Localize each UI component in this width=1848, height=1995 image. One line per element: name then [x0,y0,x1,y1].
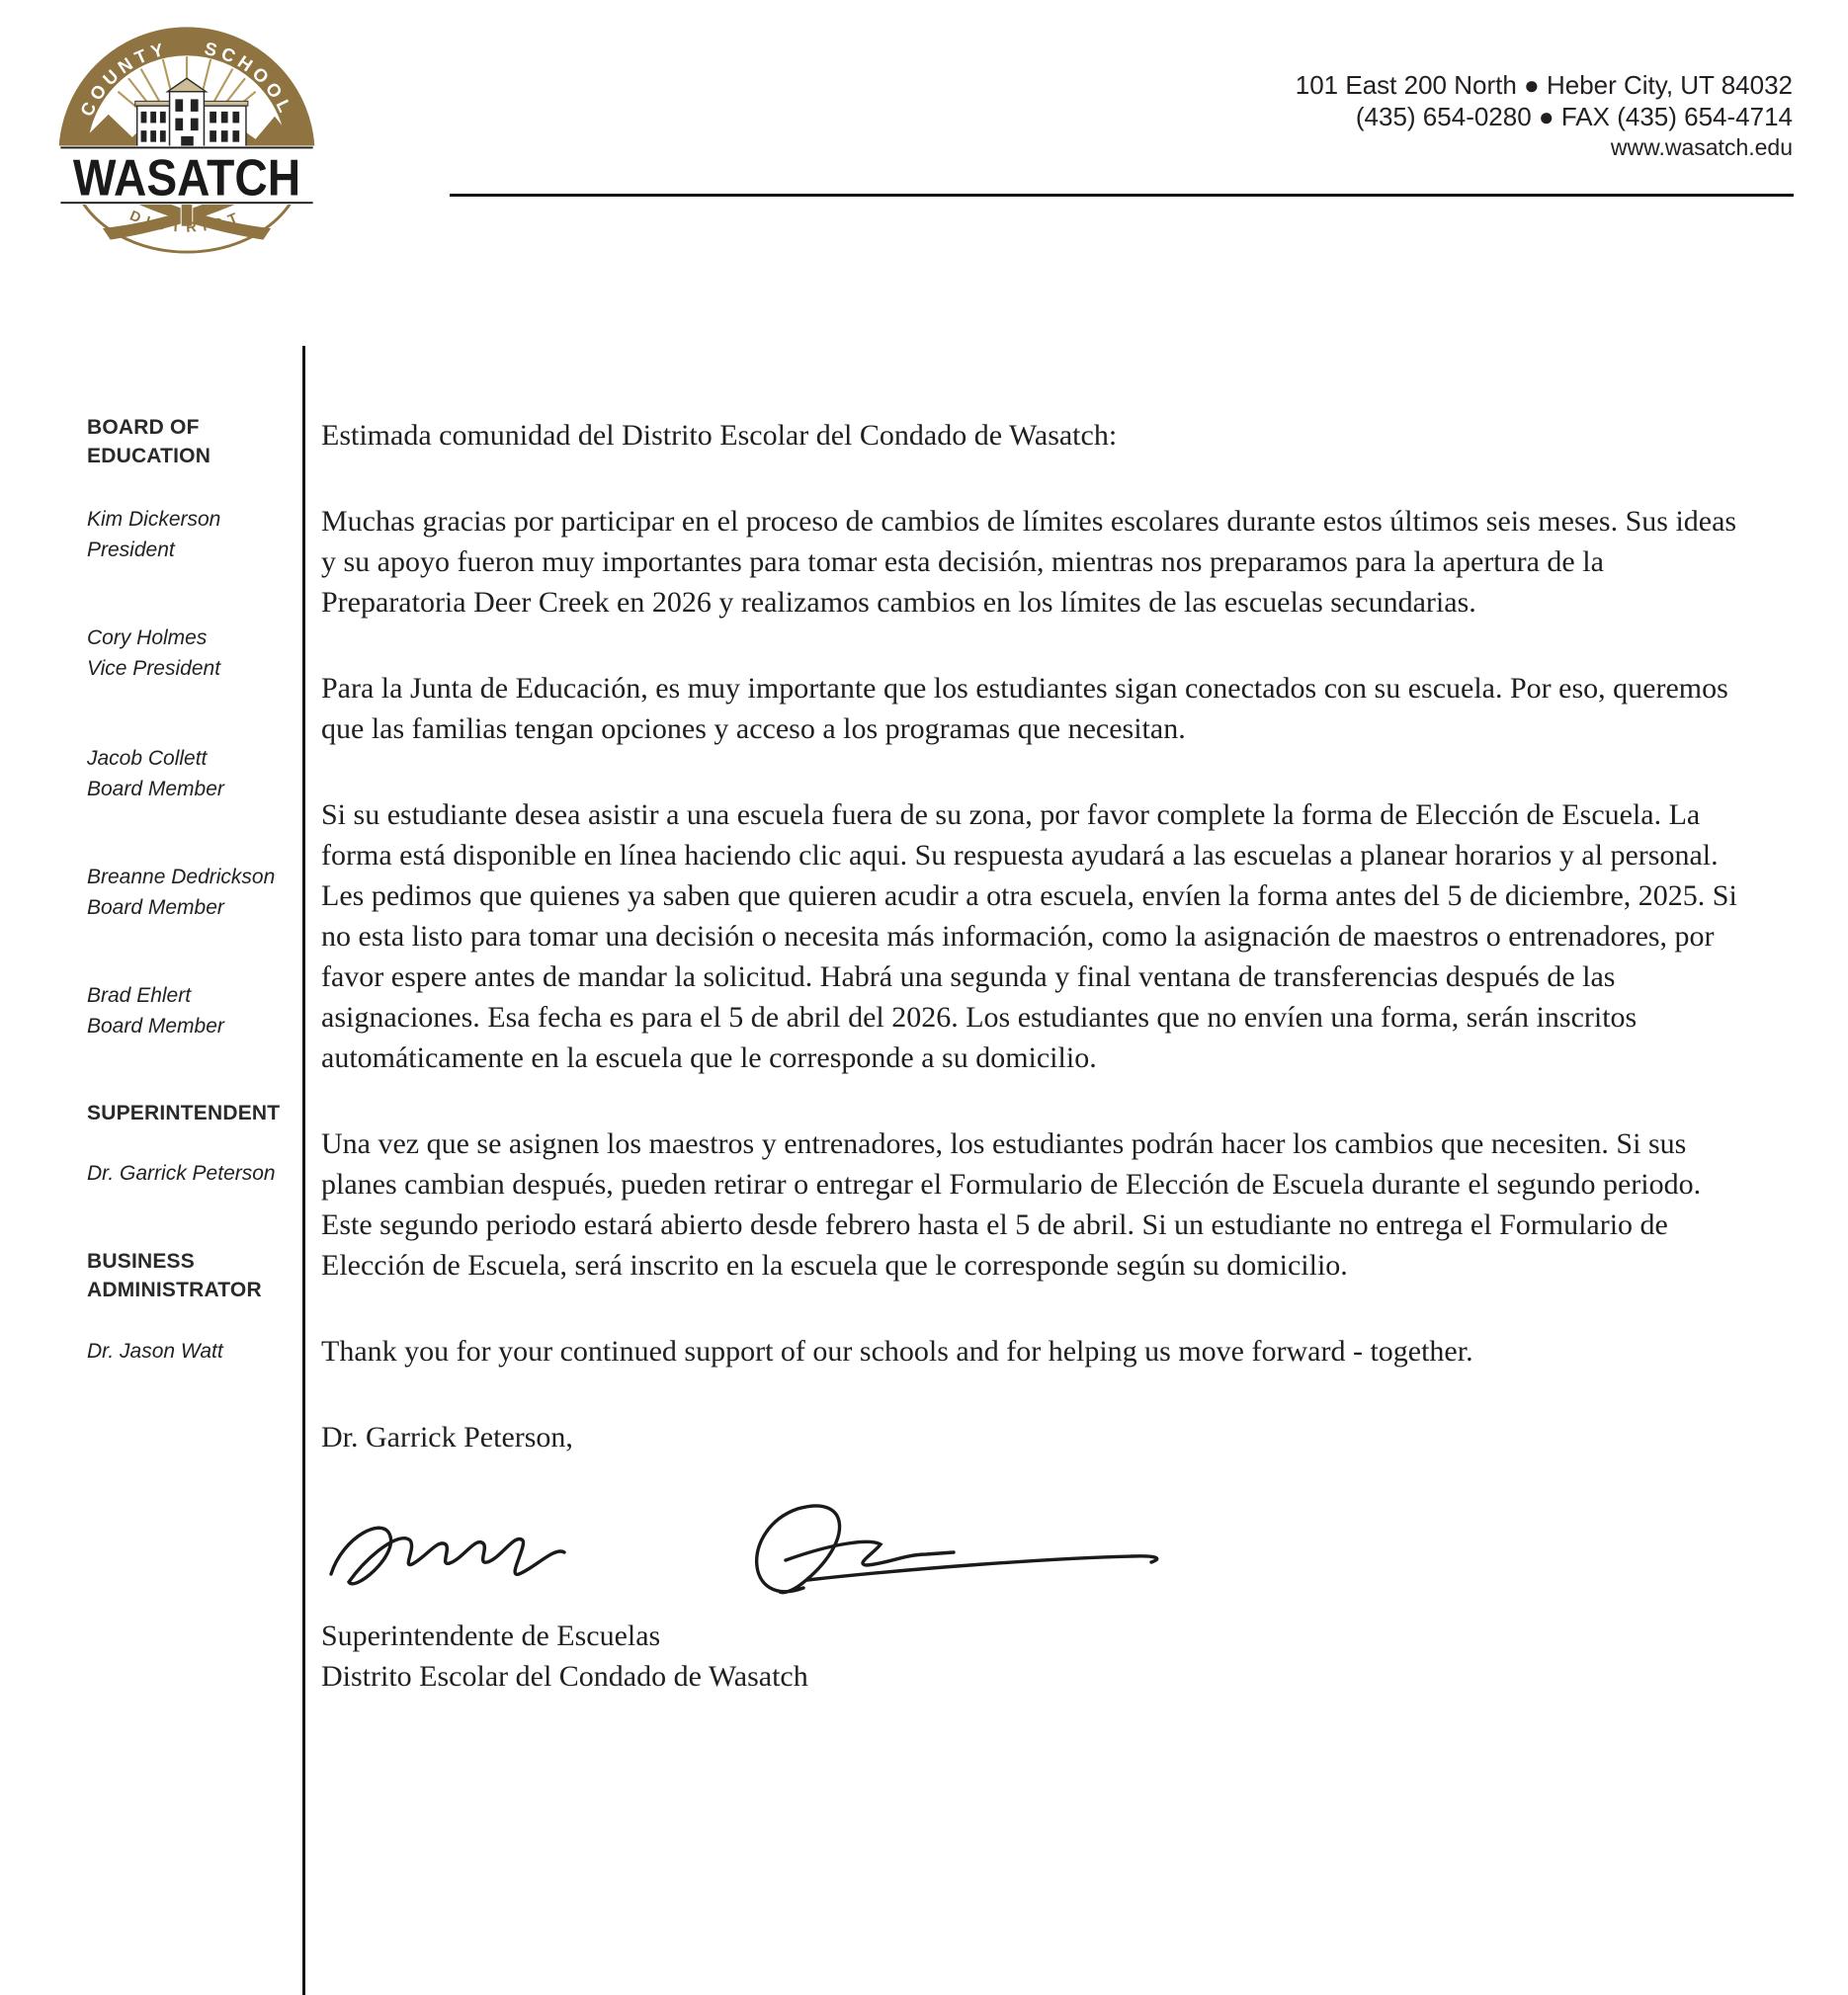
signature-image [321,1503,1211,1606]
letter-greeting: Estimada comunidad del Distrito Escolar del Condado de Wasatch: [321,419,1118,452]
board-member [87,743,312,804]
member-title: President [87,539,175,561]
header-rule [450,194,1794,197]
board-member [87,980,312,1041]
signature-title: Superintendente de Escuelas [321,1620,661,1652]
member-name: Brad Ehlert [87,984,192,1007]
board-member [87,623,312,684]
header-phone: (435) 654-0280 ● FAX (435) 654-4714 [1355,102,1793,131]
district-logo [42,12,332,255]
member-name: Jacob Collett [87,747,208,770]
letter-paragraph: Muchas gracias por participar en el proceso de cambios de límites escolares durante estos últimos seis meses. Sus ideas y su apoyo fueron muy importantes para tomar esta decisión, mientras nos preparamos para la apertura de la Preparatoria Deer Creek en 2026 y realizamos cambios en los límites de las escuelas secundarias. [321,505,1737,619]
member-name: Cory Holmes [87,626,208,649]
superintendent-heading: SUPERINTENDENT [87,1102,281,1124]
header-contact-block [1296,69,1793,162]
letter-paragraph: Una vez que se asignen los maestros y entrenadores, los estudiantes podrán hacer los cambios que necesiten. Si sus planes cambian después, pueden retirar o entregar el Formulario de Elección de Escuela durante el segundo periodo. Este segundo periodo estará abierto desde febrero hasta el 5 de abril. Si un estudiante no entrega el Formulario de Elección de Escuela, será inscrito en la escuela que le corresponde según su domicilio. [321,1127,1702,1282]
logo-wordmark: WASATCH [72,149,301,208]
header-website[interactable]: www.wasatch.edu [1610,134,1793,160]
board-member [87,862,312,923]
member-name: Breanne Dedrickson [87,866,276,888]
letter-paragraph: Si su estudiante desea asistir a una escuela fuera de su zona, por favor complete la forma de Elección de Escuela. La forma está disponible en línea haciendo clic aqui. Su respuesta ayudará a las escuelas a planear horarios y al personal. Les pedimos que quienes ya saben que quieren acudir a otra escuela, envíen la forma antes del 5 de diciembre, 2025. Si no esta listo para tomar una decisión o necesita más información, como la asignación de maestros o entrenadores, por favor espere antes de mandar la solicitud. Habrá una segunda y final ventana de transferencias después de las asignaciones. Esa fecha es para el 5 de abril del 2026. Los estudiantes que no envíen una forma, serán inscritos automáticamente en la escuela que le corresponde a su domicilio. [321,798,1737,1074]
logo-arc-text: COUNTY SCHOOL [75,36,298,120]
logo-district-text: DISTRICT [126,208,247,236]
letter-paragraph: Thank you for your continued support of our schools and for helping us move forward - together. [321,1335,1473,1368]
member-name: Kim Dickerson [87,508,221,531]
board-heading: BOARD OF EDUCATION [87,416,211,467]
business-admin-heading: BUSINESS ADMINISTRATOR [87,1250,262,1301]
district-seal-graphic [42,12,332,255]
signoff-name: Dr. Garrick Peterson, [321,1421,573,1454]
member-title: Board Member [87,896,224,919]
header-address: 101 East 200 North ● Heber City, UT 84032 [1295,70,1793,100]
business-admin-name: Dr. Jason Watt [87,1340,223,1363]
letter-paragraph: Para la Junta de Educación, es muy importante que los estudiantes sigan conectados con su escuela. Por eso, queremos que las familias tengan opciones y acceso a los programas que necesitan. [321,672,1728,745]
board-member [87,504,312,565]
letter-body [321,415,1742,1697]
member-title: Board Member [87,778,224,800]
signature-org: Distrito Escolar del Condado de Wasatch [321,1660,808,1693]
superintendent-name: Dr. Garrick Peterson [87,1162,276,1185]
member-title: Vice President [87,657,221,680]
member-title: Board Member [87,1015,224,1038]
